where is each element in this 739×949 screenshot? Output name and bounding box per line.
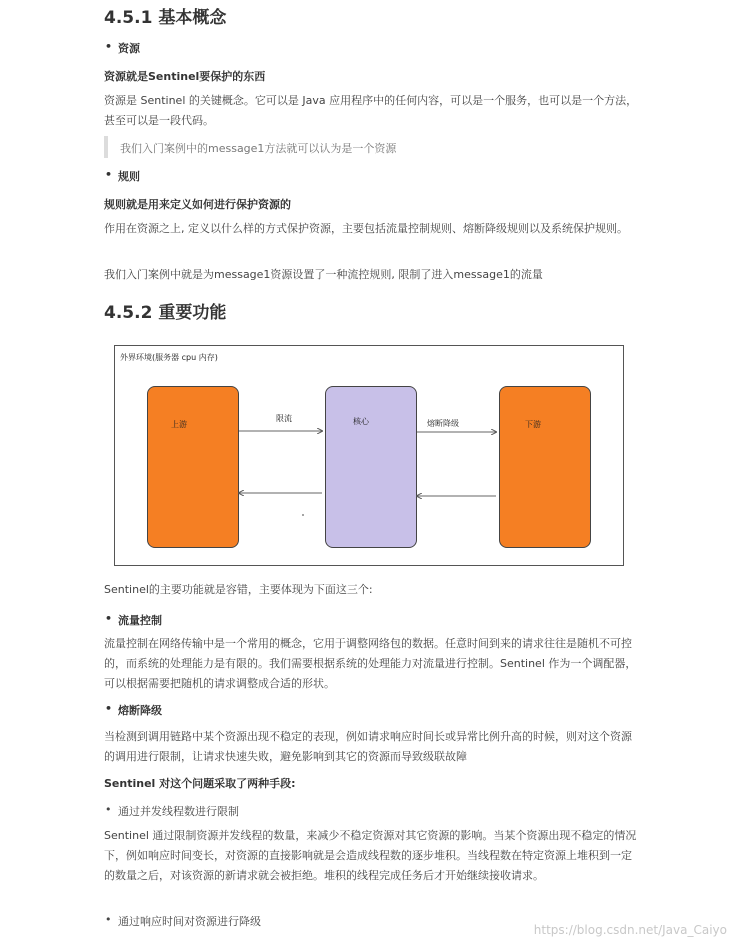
heading-important-features: 4.5.2 重要功能 — [104, 303, 227, 323]
diagram-arrows — [115, 346, 623, 565]
watermark: https://blog.csdn.net/Java_Caiyo — [533, 923, 727, 937]
rule-paragraph: 作用在资源之上, 定义以什么样的方式保护资源，主要包括流量控制规则、熔断降级规则以及系统保护规则。 — [104, 222, 628, 235]
concurrency-paragraph: Sentinel 通过限制资源并发线程的数量，来减少不稳定资源对其它资源的影响。当某个资源出现不稳定的情况下，例如响应时间变长，对资源的直接影响就是会造成线程数的逐步堆积。当线程数在特定资源上堆积到一定的数量之后，对该资源的新请求就会被拒绝。堆积的线程完成任务后才开始继续接收请求。 — [104, 829, 637, 882]
core-label: 核心 — [353, 417, 369, 426]
rule-definition: 规则就是用来定义如何进行保护资源的 — [104, 198, 291, 211]
heading-basic-concepts: 4.5.1 基本概念 — [104, 8, 227, 28]
measures-heading: Sentinel 对这个问题采取了两种手段: — [104, 777, 296, 790]
resource-quote-text: 我们入门案例中的message1方法就可以认为是一个资源 — [120, 142, 397, 155]
bullet-resource: • 资源 — [118, 40, 140, 56]
circuit-breaking-paragraph: 当检测到调用链路中某个资源出现不稳定的表现，例如请求响应时间长或异常比例升高的时候，则对这个资源的调用进行限制，让请求快速失败，避免影响到其它的资源而导致级联故障 — [104, 730, 632, 763]
degrade-label: 熔断降级 — [427, 419, 459, 428]
features-intro: Sentinel的主要功能就是容错，主要体现为下面这三个: — [104, 583, 373, 596]
bullet-response-time: • 通过响应时间对资源进行降级 — [118, 913, 261, 929]
downstream-label: 下游 — [525, 420, 541, 429]
bullet-rule: • 规则 — [118, 168, 140, 184]
bullet-flow-control: • 流量控制 — [118, 612, 162, 628]
flow-control-paragraph: 流量控制在网络传输中是一个常用的概念，它用于调整网络包的数据。任意时间到来的请求往往是随机不可控的，而系统的处理能力是有限的。我们需要根据系统的处理能力对流量进行控制。Sentinel 作为一个调配器，可以根据需要把随机的请求调整成合适的形状。 — [104, 637, 637, 690]
bullet-concurrency: • 通过并发线程数进行限制 — [118, 803, 239, 819]
upstream-label: 上游 — [171, 420, 187, 429]
resource-quote — [104, 136, 638, 158]
resource-definition: 资源就是Sentinel要保护的东西 — [104, 70, 266, 83]
limit-label: 限流 — [276, 414, 292, 423]
resource-paragraph: 资源是 Sentinel 的关键概念。它可以是 Java 应用程序中的任何内容，可以是一个服务，也可以是一个方法，甚至可以是一段代码。 — [104, 94, 638, 127]
bullet-circuit-breaking: • 熔断降级 — [118, 702, 162, 718]
diagram-title: 外界环境(服务器 cpu 内存) — [120, 353, 218, 362]
rule-paragraph-2: 我们入门案例中就是为message1资源设置了一种流控规则, 限制了进入message1的流量 — [104, 268, 543, 281]
architecture-diagram — [114, 345, 624, 566]
